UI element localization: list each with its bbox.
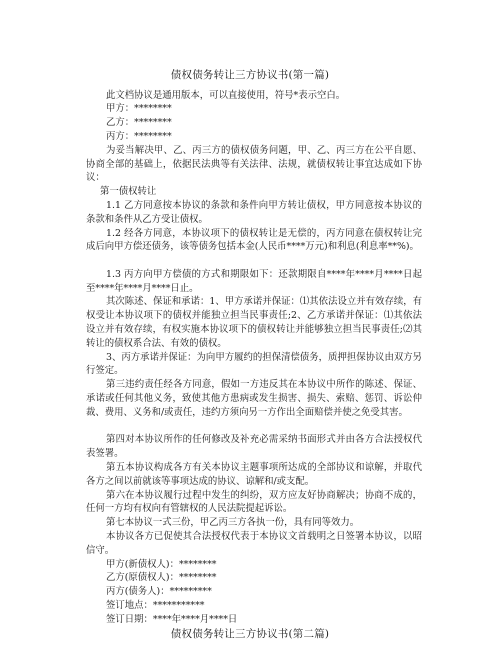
- clause-warranties: 其次陈述、保证和承诺：1、甲方承诺并保证：⑴其依法设立并有效存续，有权受让本协议项下的债权并能独立担当民事责任;2、乙方承诺并保证：⑴其依法设立并有效存续，有权实施本协议项下的债权转让并能够独立担当民事责任;⑵其转让的债权系合法、有效的债权。: [86, 296, 422, 349]
- sig-old-creditor: 乙方(原债权人)：********: [106, 572, 217, 584]
- clause-1-1: 1.1 乙方同意按本协议的条款和条件向甲方转让债权，甲方同意按本协议的条款和条件从乙方受让债权。: [86, 199, 422, 225]
- clause-3: 3、丙方承诺并保证：为向甲方履约的担保清偿债务，质押担保协议由双方另行签定。: [86, 351, 422, 377]
- party-c-line: 丙方：********: [106, 130, 172, 142]
- party-a-line: 甲方：********: [106, 103, 172, 115]
- preamble-paragraph: 为妥当解决甲、乙、丙三方的债权债务问题，甲、乙、丙三方在公平自愿、协商全部的基础上，依据民法典等有关法律、法规，就债权转让事宜达成如下协议：: [86, 144, 422, 184]
- clause-1-2: 1.2 经各方同意，本协议项下的债权转让是无偿的，丙方同意在债权转让完成后向甲方偿还债务，该等债务包括本金(人民币****万元)和利息(利息率**%)。: [86, 227, 422, 253]
- clause-1-3: 1.3 丙方向甲方偿债的方式和期限如下：还款期限自****年****月****日起至****年****月****日止。: [86, 268, 422, 294]
- section-heading: 第一债权转让: [100, 186, 157, 198]
- clause-6: 第六在本协议履行过程中发生的纠纷，双方应友好协商解决；协商不成的，任何一方均有权向有管辖权的人民法院提起诉讼。: [86, 489, 422, 515]
- clause-5: 第五本协议构成各方有关本协议主题事项所达成的全部协议和谅解，并取代各方之间以前就该等事项达成的协议、谅解和/或支配。: [86, 462, 422, 487]
- clause-breach: 第三违约责任经各方同意，假如一方违反其在本协议中所作的陈述、保证、承诺或任何其他义务，致使其他方患病或发生损害、损失、索赔、惩罚、诉讼仲裁、费用、义务和/或责任，违约方须向另一方作出全面赔偿并使之免受其害。: [86, 379, 422, 418]
- document-title: 债权债务转让三方协议书(第一篇): [170, 68, 330, 81]
- sig-place: 签订地点：***********: [106, 599, 205, 611]
- clause-amendment: 第四对本协议所作的任何修改及补充必需采纳书面形式并由各方合法授权代表签署。: [86, 434, 422, 460]
- party-b-line: 乙方：********: [106, 117, 172, 129]
- sig-new-creditor: 甲方(新债权人)：********: [106, 558, 217, 570]
- sig-date: 签订日期：****年****月****日: [106, 613, 238, 625]
- sig-debtor: 丙方(债务人)：*********: [106, 586, 212, 598]
- second-document-title: 债权债务转让三方协议书(第二篇): [170, 627, 330, 640]
- clause-signing: 本协议各方已促使其合法授权代表于本协议文首载明之日签署本协议，以昭信守。: [86, 530, 422, 556]
- clause-7: 第七本协议一式三份，甲乙丙三方各执一份，具有同等效力。: [106, 517, 360, 529]
- intro-line: 此文档协议是通用版本，可以直接使用，符号*表示空白。: [106, 89, 346, 101]
